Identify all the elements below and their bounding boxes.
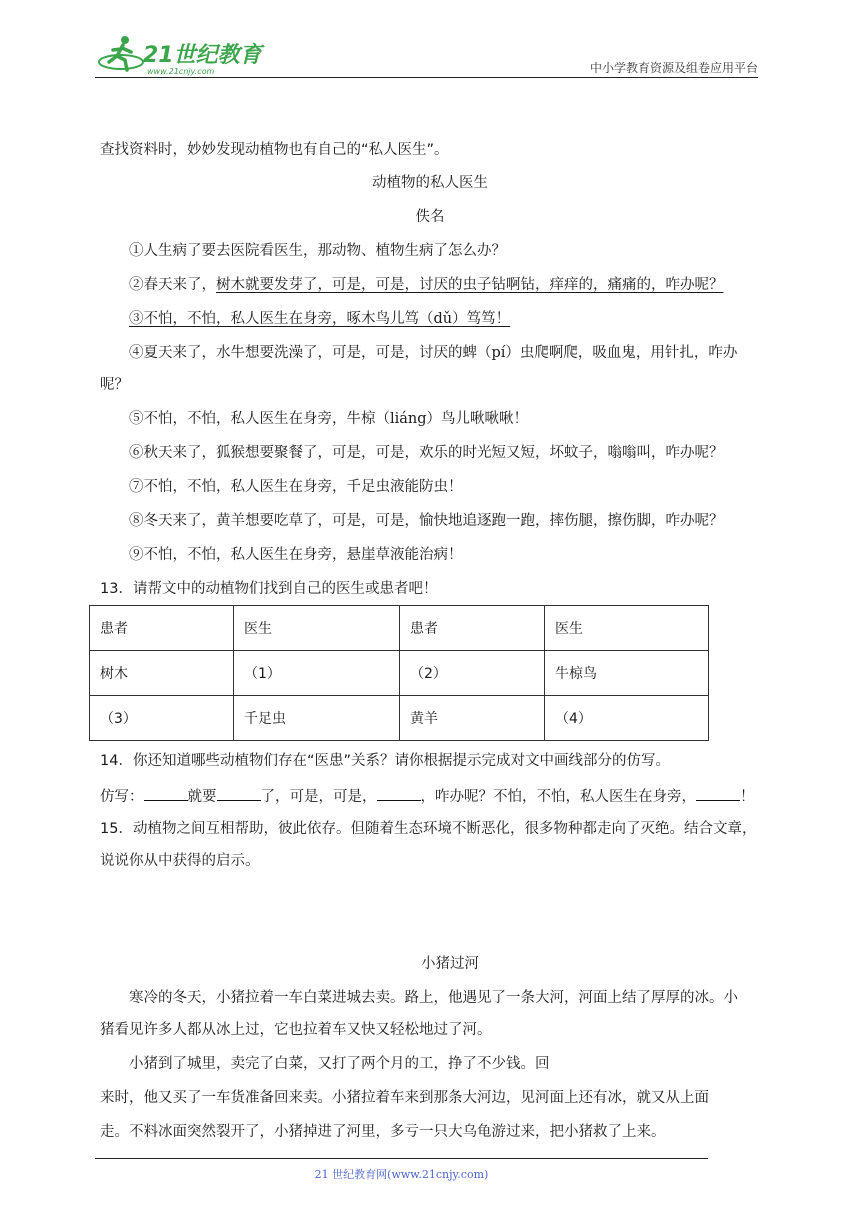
question-15-line-2: 说说你从中获得的启示。 [100,853,260,869]
fill-text: 了，可是，可是， [260,789,377,805]
passage2-line-1: 寒冷的冬天，小猪拉着一车白菜进城去卖。路上，他遇见了一条大河，河面上结了厚厚的冰。小 [129,990,738,1006]
passage2-line-3: 小猪到了城里，卖完了白菜，又打了两个月的工，挣了不少钱。回 [129,1056,550,1072]
table-cell: （3） [90,696,234,741]
underlined-model-sentence: 树木就要发芽了，可是，可是，讨厌的虫子钻啊钻，痒痒的，痛痛的，咋办呢？ [216,277,724,293]
table-cell: 患者 [400,606,545,651]
imitation-fill-line [100,785,755,807]
table-cell: 树木 [90,651,234,696]
answer-blank[interactable] [696,785,740,801]
answer-blank[interactable] [144,785,188,801]
passage1-line-5: ⑤不怕，不怕，私人医生在身旁，牛椋（liáng）鸟儿啾啾啾！ [129,411,529,427]
passage2-line-4: 来时，他又买了一车货准备回来卖。小猪拉着车来到那条大河边，见河面上还有冰，就又从上面 [100,1090,709,1106]
table-row [90,606,709,651]
footer-source[interactable]: 21 世纪教育网(www.21cnjy.com) [314,1168,489,1181]
platform-name: 中小学教育资源及组卷应用平台 [589,61,758,75]
question-15-line-1: 15．动植物之间互相帮助，彼此依存。但随着生态环境不断恶化，很多物种都走向了灭绝。结合文章， [100,821,757,837]
table-cell: 患者 [90,606,234,651]
table-cell: 医生 [545,606,709,651]
fill-text: 就要 [187,789,217,805]
svg-text:21世纪教育: 21世纪教育 [143,43,262,68]
question-13: 13．请帮文中的动植物们找到自己的医生或患者吧！ [100,581,438,597]
passage1-author: 佚名 [415,209,445,225]
passage1-line-2 [129,275,724,295]
passage1-title: 动植物的私人医生 [372,175,488,191]
passage1-line-7: ⑦不怕，不怕，私人医生在身旁，千足虫液能防虫！ [129,479,463,495]
passage2-line-2: 猪看见许多人都从冰上过，它也拉着车又快又轻松地过了河。 [100,1022,492,1038]
passage1-line-3: ③不怕，不怕，私人医生在身旁，啄木鸟儿笃（dǔ）笃笃！ [129,311,511,327]
passage1-line-4b: 呢？ [100,377,129,393]
table-row [90,651,709,696]
passage2-line-5: 走。不料冰面突然裂开了，小猪掉进了河里，多亏一只大乌龟游过来，把小猪救了上来。 [100,1124,666,1140]
passage1-line-8: ⑧冬天来了，黄羊想要吃草了，可是，可是，愉快地追逐跑一跑，摔伤腿，擦伤脚，咋办呢？ [129,513,724,529]
fill-text: ，咋办呢？不怕，不怕，私人医生在身旁， [420,789,696,805]
passage2-title: 小猪过河 [421,956,479,972]
table-cell: 牛椋鸟 [545,651,709,696]
table-row [90,696,709,741]
svg-text:www.21cnjy.com: www.21cnjy.com [147,67,215,76]
header-rule [95,77,758,78]
passage1-line-1: ①人生病了要去医院看医生，那动物、植物生病了怎么办？ [129,243,506,259]
logo [95,32,265,78]
table-cell: 医生 [234,606,400,651]
table-cell: （4） [545,696,709,741]
table-cell: 黄羊 [400,696,545,741]
passage1-line-9: ⑨不怕，不怕，私人医生在身旁，悬崖草液能治病！ [129,547,463,563]
page-header [95,32,758,82]
intro-text: 查找资料时，妙妙发现动植物也有自己的“私人医生”。 [100,142,449,158]
fill-text: ！ [740,789,755,805]
answer-blank[interactable] [217,785,261,801]
table-cell: （1） [234,651,400,696]
doctor-patient-table [89,605,709,741]
answer-blank[interactable] [377,785,421,801]
question-14: 14．你还知道哪些动植物们存在“医患”关系？请你根据提示完成对文中画线部分的仿写。 [100,753,670,769]
fill-prefix: 仿写： [100,789,144,805]
table-cell: （2） [400,651,545,696]
footer-rule [95,1158,708,1159]
logo-runner-icon [95,32,265,78]
passage1-line-6: ⑥秋天来了，狐猴想要聚餐了，可是，可是，欢乐的时光短又短，坏蚊子，嗡嗡叫，咋办呢？ [129,445,724,461]
passage1-line-4: ④夏天来了，水牛想要洗澡了，可是，可是，讨厌的蜱（pí）虫爬啊爬，吸血鬼，用针扎，咋办 [129,345,738,361]
table-cell: 千足虫 [234,696,400,741]
line2-lead: ②春天来了， [129,277,216,293]
